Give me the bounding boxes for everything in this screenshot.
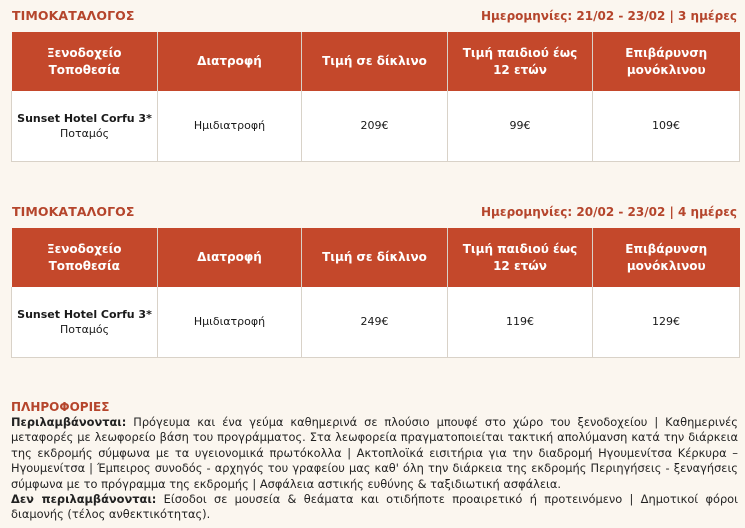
header-hotel-line2: Τοποθεσία [48, 62, 120, 77]
price-list-title: ΤΙΜΟΚΑΤΑΛΟΓΟΣ [12, 8, 135, 23]
header-meal: Διατροφή [158, 228, 302, 287]
header-hotel [12, 32, 158, 91]
header-single-line2: μονόκλινου [626, 258, 706, 273]
hotel-name: Sunset Hotel Corfu 3* [17, 307, 152, 321]
included-text: Πρόγευμα και ένα γεύμα καθημερινά σε πλούσιο μπουφέ στο χώρο του ξενοδοχείου | Καθημερινές μεταφορές με λεωφορείο βάση του προγράμματος. Στα λεωφορεία πραγματοποιείται τακτική απολύμανση κατά την διάρκεια της εκδρομής σύμφωνα με τα υγειονομικά πρωτόκολλα | Ακτοπλοϊκά εισιτήρια για την διαδρομή Ηγουμενίτσα Κέρκυρα – Ηγουμενίτσα | Έμπειρος συνοδός - αρχηγός του γραφείου μας καθ' όλη την διάρκεια της εκδρομής Περιηγήσεις - ξεναγήσεις σύμφωνα με το πρόγραμμα της εκδρομής | Ασφάλεια αστικής ευθύνης & ταξιδιωτική ασφάλεια. [11, 415, 738, 491]
price-table [11, 228, 740, 358]
cell-hotel [12, 287, 158, 357]
header-child-line2: 12 ετών [493, 258, 547, 273]
header-child-line1: Τιμή παιδιού έως [462, 45, 578, 60]
info-section [11, 399, 738, 523]
header-single-line2: μονόκλινου [626, 62, 706, 77]
section-header [0, 8, 745, 28]
cell-meal: Ημιδιατροφή [158, 91, 302, 161]
header-hotel-line1: Ξενοδοχείο [46, 241, 122, 256]
included-label: Περιλαμβάνονται: [11, 415, 127, 429]
header-child [448, 32, 593, 91]
header-double: Τιμή σε δίκλινο [302, 32, 448, 91]
header-hotel [12, 228, 158, 287]
header-single [593, 32, 740, 91]
header-child [448, 228, 593, 287]
table-row [12, 91, 740, 161]
header-child-line1: Τιμή παιδιού έως [462, 241, 578, 256]
price-list-title: ΤΙΜΟΚΑΤΑΛΟΓΟΣ [12, 204, 135, 219]
table-header-row [12, 228, 740, 287]
table-row [12, 287, 740, 357]
included-paragraph [11, 415, 738, 523]
cell-double-price: 209€ [302, 91, 448, 161]
excluded-label: Δεν περιλαμβάνονται: [11, 492, 157, 507]
cell-double-price: 249€ [302, 287, 448, 357]
price-table [11, 32, 740, 162]
section-header [0, 204, 745, 224]
dates-label: Ημερομηνίες: 20/02 - 23/02 | 4 ημέρες [481, 205, 737, 219]
hotel-location: Ποταμός [59, 126, 110, 140]
cell-single-supplement: 109€ [593, 91, 740, 161]
header-double: Τιμή σε δίκλινο [302, 228, 448, 287]
cell-meal: Ημιδιατροφή [158, 287, 302, 357]
cell-child-price: 119€ [448, 287, 593, 357]
cell-child-price: 99€ [448, 91, 593, 161]
info-title: ΠΛΗΡΟΦΟΡΙΕΣ [11, 400, 110, 414]
header-single-line1: Επιβάρυνση [625, 241, 708, 256]
header-hotel-line1: Ξενοδοχείο [46, 45, 122, 60]
hotel-location: Ποταμός [59, 322, 110, 336]
header-meal: Διατροφή [158, 32, 302, 91]
hotel-name: Sunset Hotel Corfu 3* [17, 111, 152, 125]
dates-label: Ημερομηνίες: 21/02 - 23/02 | 3 ημέρες [481, 9, 737, 23]
header-single-line1: Επιβάρυνση [625, 45, 708, 60]
excluded-text: Είσοδοι σε μουσεία & θεάματα και οτιδήποτε προαιρετικό ή προτεινόμενο | Δημοτικοί φόροι διαμονής (τέλος ανθεκτικότητας). [11, 492, 738, 522]
price-list-section-2 [0, 204, 745, 336]
header-single [593, 228, 740, 287]
cell-hotel [12, 91, 158, 161]
price-list-section-1 [0, 8, 745, 140]
table-header-row [12, 32, 740, 91]
header-hotel-line2: Τοποθεσία [48, 258, 120, 273]
header-child-line2: 12 ετών [493, 62, 547, 77]
cell-single-supplement: 129€ [593, 287, 740, 357]
